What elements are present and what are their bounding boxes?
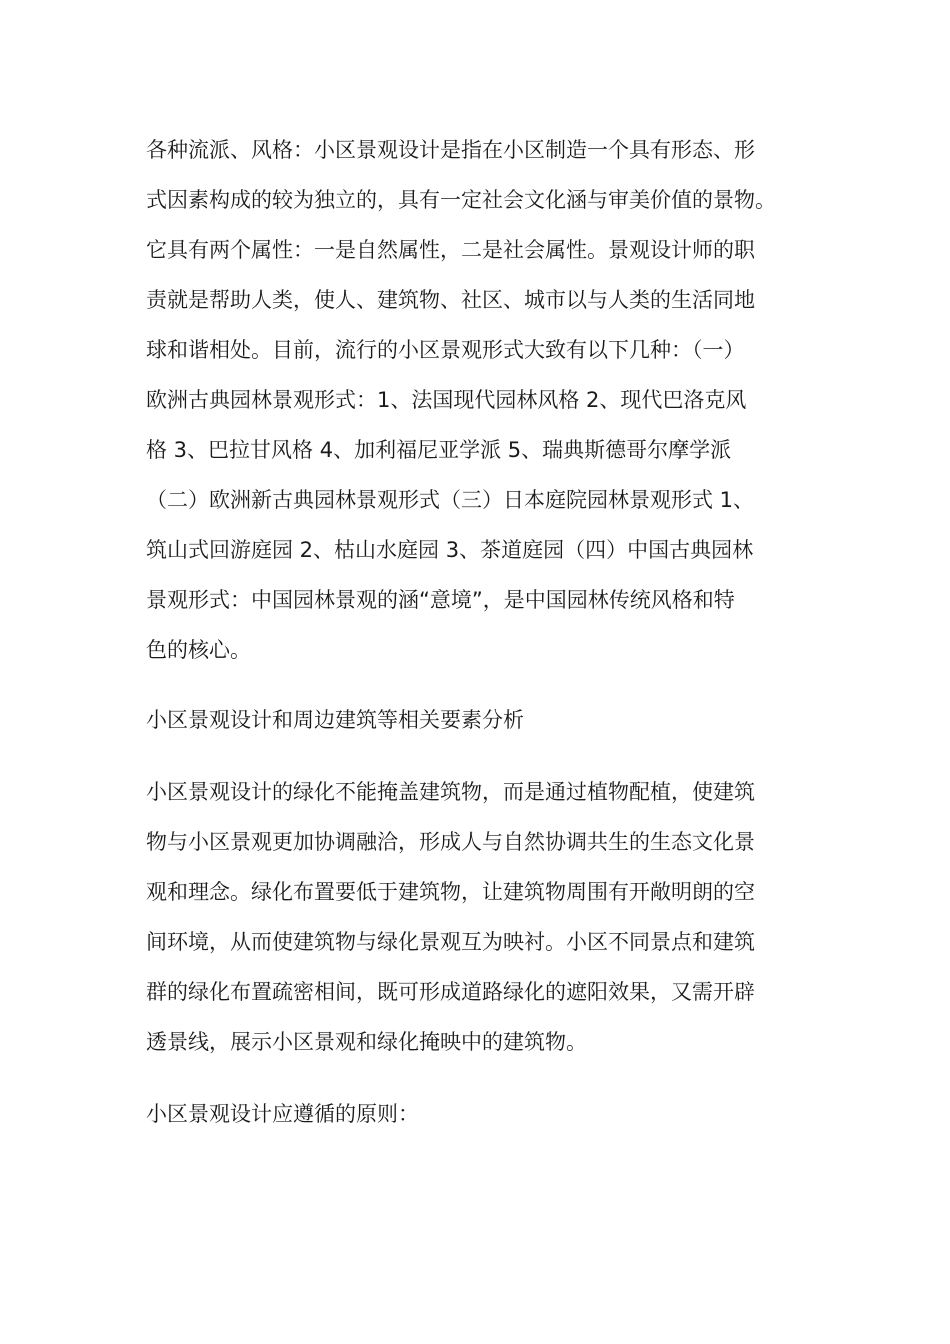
section-heading-principles: 小区景观设计应遵循的原则： xyxy=(146,1102,419,1126)
paragraph-1-line-6: 欧洲古典园林景观形式：1、法国现代园林风格 2、现代巴洛克风 xyxy=(146,388,747,412)
paragraph-1-line-7: 格 3、巴拉甘风格 4、加利福尼亚学派 5、瑞典斯德哥尔摩学派 xyxy=(146,438,732,462)
paragraph-3-line-2: 物与小区景观更加协调融洽，形成人与自然协调共生的生态文化景 xyxy=(146,830,755,854)
paragraph-3-line-1: 小区景观设计的绿化不能掩盖建筑物，而是通过植物配植，使建筑 xyxy=(146,780,755,804)
paragraph-1-line-2: 式因素构成的较为独立的，具有一定社会文化涵与审美价值的景物。 xyxy=(146,188,776,212)
paragraph-3-line-3: 观和理念。绿化布置要低于建筑物，让建筑物周围有开敞明朗的空 xyxy=(146,880,755,904)
paragraph-1-line-9: 筑山式回游庭园 2、枯山水庭园 3、茶道庭园（四）中国古典园林 xyxy=(146,538,754,562)
paragraph-1-line-1: 各种流派、风格：小区景观设计是指在小区制造一个具有形态、形 xyxy=(146,138,755,162)
paragraph-1-line-5: 球和谐相处。目前，流行的小区景观形式大致有以下几种：（一） xyxy=(146,338,745,362)
paragraph-3-line-4: 间环境，从而使建筑物与绿化景观互为映衬。小区不同景点和建筑 xyxy=(146,930,755,954)
paragraph-1-line-3: 它具有两个属性：一是自然属性，二是社会属性。景观设计师的职 xyxy=(146,238,755,262)
paragraph-1-line-10: 景观形式：中国园林景观的涵“意境”，是中国园林传统风格和特 xyxy=(146,588,735,612)
paragraph-1-line-11: 色的核心。 xyxy=(146,638,251,662)
paragraph-3-line-5: 群的绿化布置疏密相间，既可形成道路绿化的遮阳效果，又需开辟 xyxy=(146,980,755,1004)
paragraph-1-line-8: （二）欧洲新古典园林景观形式（三）日本庭院园林景观形式 1、 xyxy=(146,488,755,512)
paragraph-3-line-6: 透景线，展示小区景观和绿化掩映中的建筑物。 xyxy=(146,1030,587,1054)
paragraph-1-line-4: 责就是帮助人类，使人、建筑物、社区、城市以与人类的生活同地 xyxy=(146,288,755,312)
section-heading-analysis: 小区景观设计和周边建筑等相关要素分析 xyxy=(146,708,524,732)
